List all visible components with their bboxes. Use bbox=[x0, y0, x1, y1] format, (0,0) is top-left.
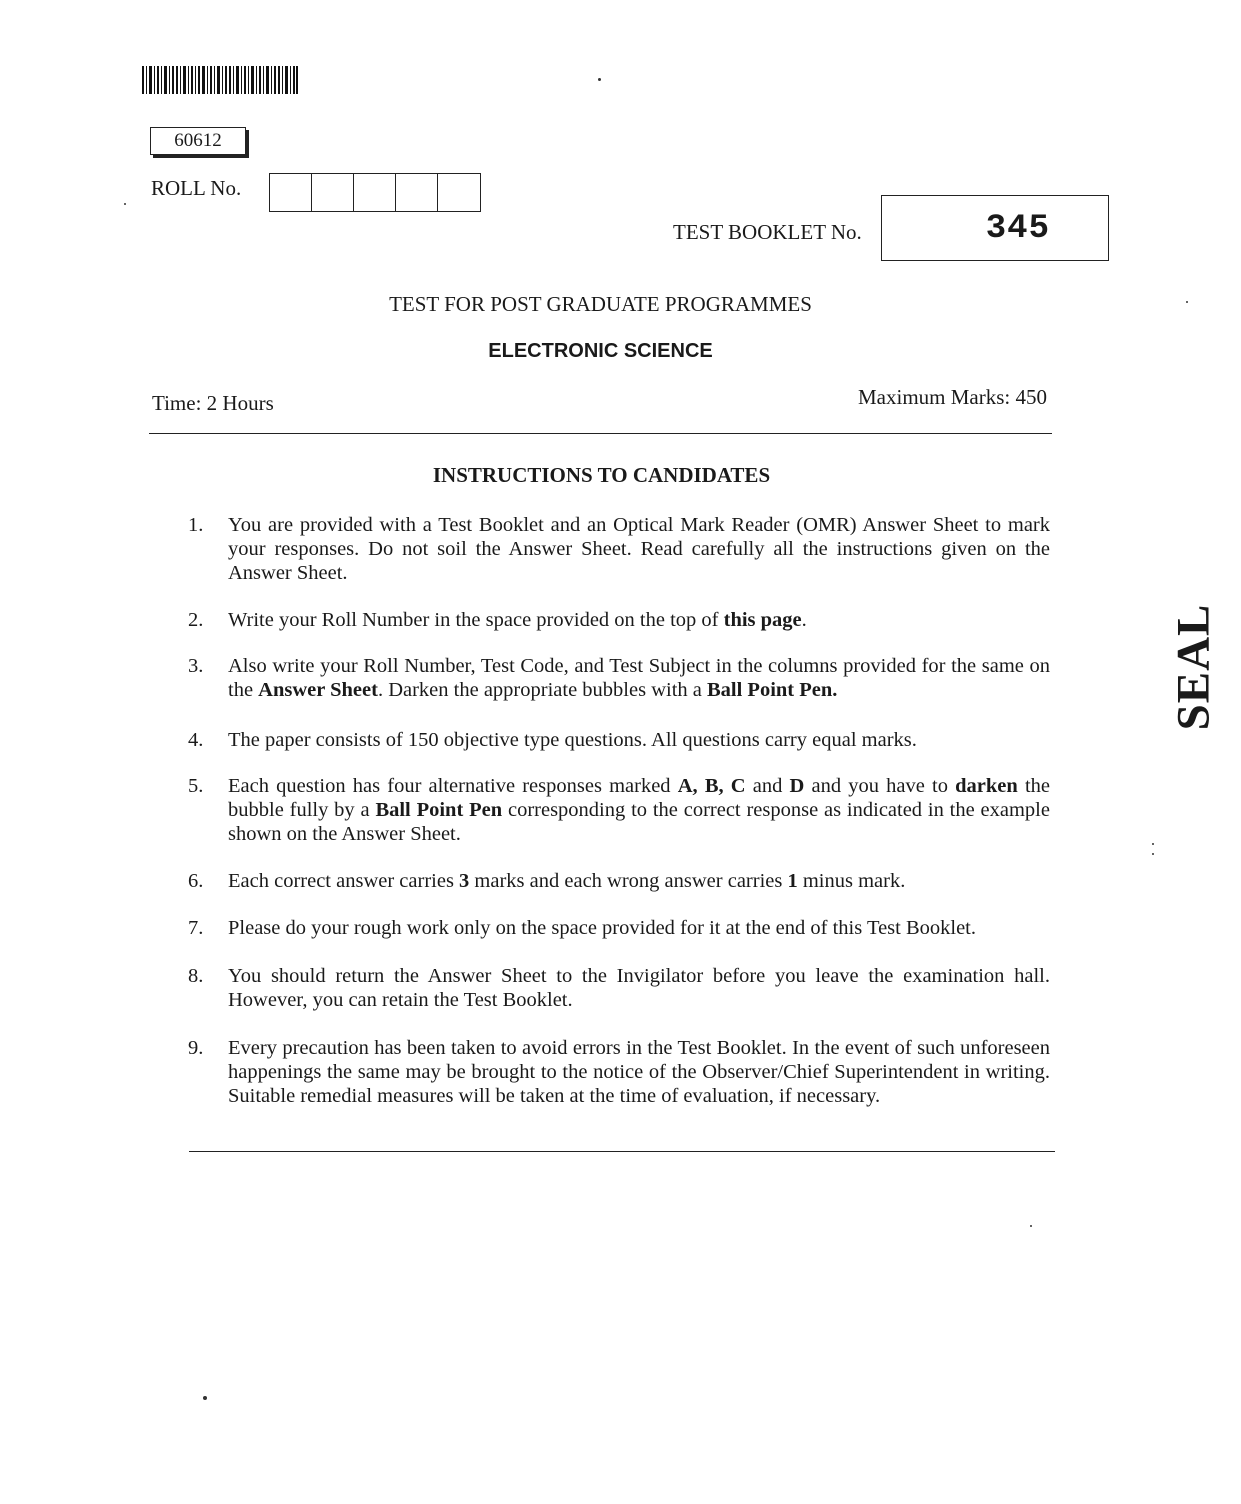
text-run: You should return the Answer Sheet to the Invigilator before you leave the examination hall. However, you can retain the Test Booklet. bbox=[228, 965, 1050, 1011]
text-run: Each correct answer carries bbox=[228, 870, 460, 892]
instruction-number: 5. bbox=[188, 775, 204, 797]
scan-speck bbox=[124, 203, 126, 205]
instruction-text bbox=[228, 869, 1050, 893]
roll-number-boxes[interactable] bbox=[269, 173, 481, 212]
divider-bottom bbox=[189, 1151, 1055, 1152]
text-run: and you have to bbox=[804, 775, 956, 797]
instruction-text bbox=[228, 916, 1050, 940]
text-run: . bbox=[801, 609, 807, 631]
instruction-item bbox=[188, 728, 1050, 752]
program-title: TEST FOR POST GRADUATE PROGRAMMES bbox=[389, 292, 812, 316]
divider-top bbox=[149, 433, 1052, 434]
instruction-number: 3. bbox=[188, 655, 204, 677]
text-run: corresponding to the correct response as indicated in the example shown on the Answer Sheet. bbox=[228, 799, 1050, 845]
roll-digit-box[interactable] bbox=[312, 174, 354, 211]
text-run: minus mark. bbox=[797, 870, 906, 892]
text-run: Please do your rough work only on the space provided for it at the end of this Test Booklet. bbox=[228, 917, 976, 939]
instruction-number: 9. bbox=[188, 1037, 204, 1059]
subject-title: ELECTRONIC SCIENCE bbox=[488, 340, 713, 362]
instruction-item bbox=[188, 916, 1050, 940]
seal-stamp bbox=[1128, 602, 1241, 732]
text-run: Write your Roll Number in the space provided on the top of bbox=[228, 609, 724, 631]
seal-text: SEAL bbox=[1167, 603, 1219, 731]
instruction-text bbox=[228, 513, 1050, 585]
roll-digit-box[interactable] bbox=[270, 174, 312, 211]
text-run: You are provided with a Test Booklet and an Optical Mark Reader (OMR) Answer Sheet to mark your responses. Do not soil the Answer Sheet. Read carefully all the instructions given on the Answer Sheet. bbox=[228, 514, 1050, 584]
maximum-marks: Maximum Marks: 450 bbox=[858, 385, 1047, 409]
booklet-number: 345 bbox=[881, 195, 1109, 261]
roll-digit-box[interactable] bbox=[396, 174, 438, 211]
emphasis-text: Ball Point Pen bbox=[375, 799, 503, 821]
text-run: and bbox=[745, 775, 790, 797]
emphasis-text: darken bbox=[955, 775, 1018, 797]
scan-speck bbox=[598, 78, 601, 81]
text-run: . Darken the appropriate bubbles with a bbox=[377, 679, 707, 701]
instruction-text bbox=[228, 608, 1050, 632]
instruction-text bbox=[228, 728, 1050, 752]
roll-digit-box[interactable] bbox=[438, 174, 480, 211]
emphasis-text: Answer Sheet bbox=[258, 679, 378, 701]
instruction-text bbox=[228, 774, 1050, 846]
instruction-text bbox=[228, 654, 1050, 702]
scan-speck bbox=[1152, 843, 1154, 845]
text-run: Also write your Roll Number, Test Code, and Test Subject in the columns provided for the same on the bbox=[228, 655, 1050, 701]
instruction-item bbox=[188, 608, 1050, 632]
instruction-item bbox=[188, 774, 1050, 846]
scan-speck bbox=[1030, 1225, 1032, 1227]
emphasis-text: A, B, C bbox=[677, 775, 746, 797]
text-run: the bubble fully by a bbox=[228, 775, 1050, 821]
instruction-item bbox=[188, 1036, 1050, 1108]
scan-speck bbox=[203, 1396, 207, 1400]
barcode bbox=[142, 66, 298, 94]
instructions-heading: INSTRUCTIONS TO CANDIDATES bbox=[432, 463, 771, 487]
instruction-item bbox=[188, 869, 1050, 893]
instruction-item bbox=[188, 964, 1050, 1012]
instruction-text bbox=[228, 964, 1050, 1012]
roll-number-label: ROLL No. bbox=[151, 176, 242, 200]
scan-speck bbox=[1186, 301, 1188, 303]
instruction-number: 6. bbox=[188, 870, 204, 892]
instruction-item bbox=[188, 513, 1050, 585]
instruction-text bbox=[228, 1036, 1050, 1108]
instruction-number: 1. bbox=[188, 514, 204, 536]
text-run: marks and each wrong answer carries bbox=[469, 870, 788, 892]
instruction-number: 2. bbox=[188, 609, 204, 631]
text-run: Each question has four alternative responses marked bbox=[228, 775, 678, 797]
emphasis-text: 3 bbox=[459, 870, 470, 892]
instruction-number: 4. bbox=[188, 729, 204, 751]
time-allowed: Time: 2 Hours bbox=[152, 391, 274, 415]
test-code: 60612 bbox=[150, 127, 246, 155]
instruction-number: 7. bbox=[188, 917, 204, 939]
emphasis-text: 1 bbox=[787, 870, 798, 892]
emphasis-text: Ball Point Pen. bbox=[706, 679, 838, 701]
text-run: The paper consists of 150 objective type questions. All questions carry equal marks. bbox=[228, 729, 917, 751]
text-run: Every precaution has been taken to avoid errors in the Test Booklet. In the event of such unforeseen happenings the same may be brought to the notice of the Observer/Chief Superintendent in writing. Suitable remedial measures will be taken at the time of evaluation, if necessary. bbox=[228, 1037, 1050, 1107]
roll-digit-box[interactable] bbox=[354, 174, 396, 211]
instruction-number: 8. bbox=[188, 965, 204, 987]
booklet-number-label: TEST BOOKLET No. bbox=[673, 220, 862, 244]
emphasis-text: D bbox=[789, 775, 805, 797]
emphasis-text: this page bbox=[723, 609, 802, 631]
instruction-item bbox=[188, 654, 1050, 702]
scan-speck bbox=[1152, 853, 1154, 855]
